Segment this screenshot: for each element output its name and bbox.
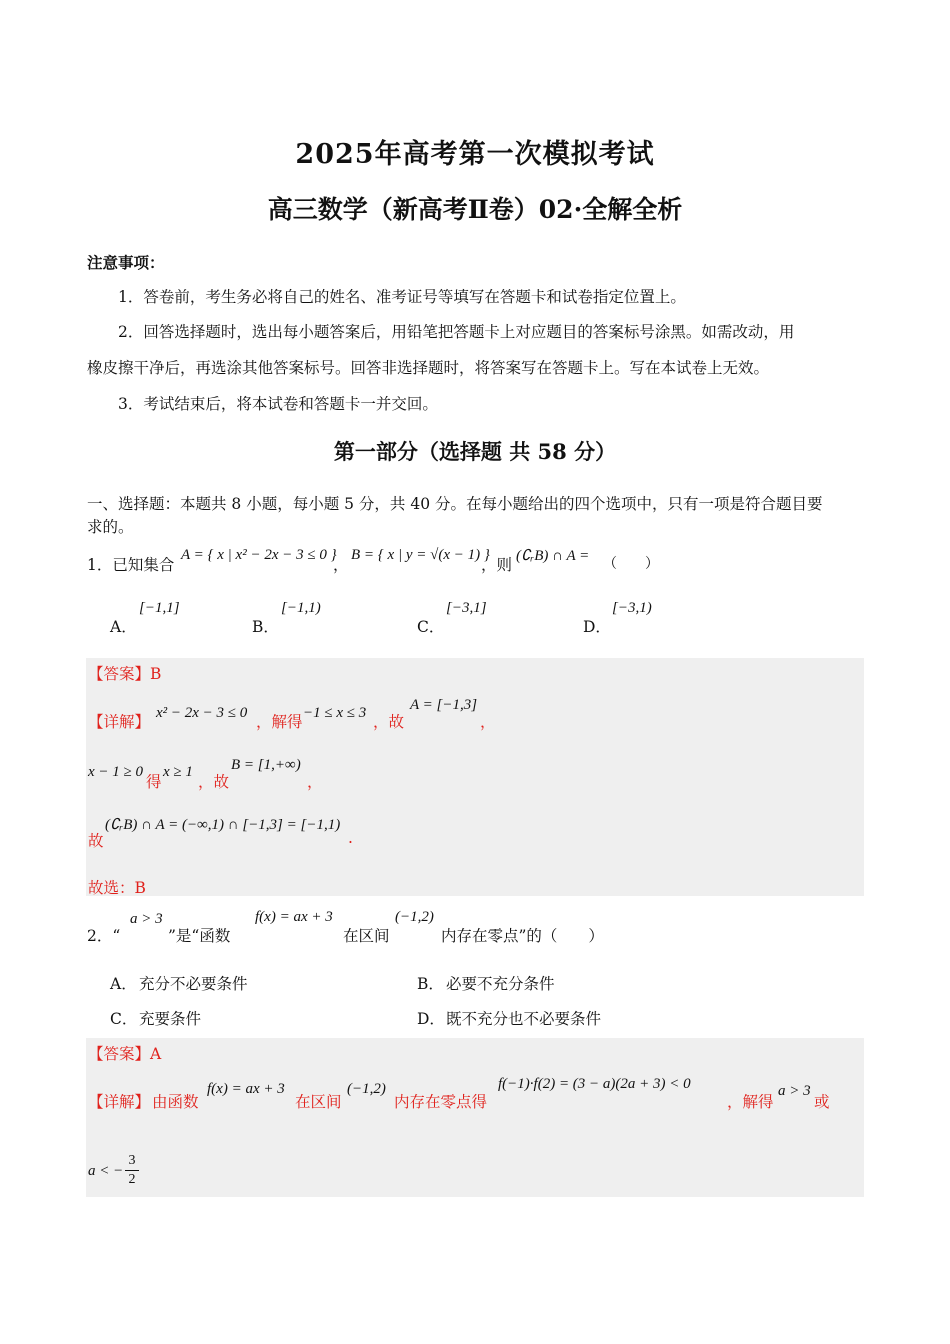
q1-option-a-label: A． — [110, 618, 137, 636]
q1-detail-label: 【详解】 — [88, 713, 151, 731]
q1-d1-math: x² − 2x − 3 ≤ 0 — [156, 705, 248, 721]
q1-set-b: B = { x | y = √(x − 1) } — [351, 547, 490, 563]
q2-fraction-numerator: 3 — [128, 1153, 136, 1168]
section-title: 第一部分（选择题 共 58 分） — [333, 439, 617, 464]
q2-d1-t3: 内存在零点得 — [394, 1093, 488, 1111]
q1-d3-text: 故 — [88, 832, 104, 850]
q2-d1-t1: 由函数 — [152, 1093, 199, 1111]
q2-d1-t4: ，解得 — [727, 1093, 774, 1111]
q2-fraction-denominator: 2 — [125, 1170, 139, 1189]
notice-heading: 注意事项： — [87, 253, 165, 272]
notice-item-3: 3．考试结束后，将本试卷和答题卡一并交回。 — [118, 395, 438, 413]
q2-d1-m3: f(−1)·f(2) = (3 − a)(2a + 3) < 0 — [498, 1076, 691, 1092]
q1-set-a: A = { x | x² − 2x − 3 ≤ 0 } — [181, 547, 337, 563]
q2-d1-t2: 在区间 — [295, 1093, 342, 1111]
q2-mid: ”是“函数 — [168, 927, 231, 945]
q1-comma: ， — [333, 556, 349, 574]
q2-answer: 【答案】A — [88, 1045, 162, 1063]
q1-d3-end: . — [348, 829, 353, 847]
q1-option-d-value: [−3,1) — [612, 600, 652, 616]
q2-option-d-value: 既不充分也不必要条件 — [446, 1010, 602, 1028]
q1-paren: （ ） — [603, 556, 659, 572]
q1-d3-math: (∁ᵣB) ∩ A = (−∞,1) ∩ [−1,3] = [−1,1) — [105, 817, 341, 833]
q1-d2-text: 得 — [146, 773, 162, 791]
notice-item-2b: 橡皮擦干净后，再选涂其他答案标号。回答非选择题时，将答案写在答题卡上。写在本试卷上无效。 — [87, 359, 770, 377]
q2-option-b-label: B． — [417, 975, 444, 993]
q2-tail: 内存在零点”的（ ） — [441, 927, 604, 945]
q2-option-d-label: D． — [417, 1010, 445, 1028]
q1-answer: 【答案】B — [88, 665, 162, 683]
part-intro-a: 一、选择题：本题共 8 小题，每小题 5 分，共 40 分。在每小题给出的四个选项中，只有一项是符合题目要 — [87, 495, 823, 513]
q1-expression: (∁ᵣB) ∩ A = — [516, 548, 590, 564]
q1-option-c-label: C． — [417, 618, 445, 636]
q1-choice: 故选：B — [88, 879, 146, 897]
q2-d1-m2: (−1,2) — [347, 1081, 386, 1097]
q1-prefix: 1．已知集合 — [87, 556, 175, 574]
q2-fraction — [125, 1152, 139, 1189]
q1-d1-math3: A = [−1,3] — [410, 697, 478, 713]
q1-option-a-value: [−1,1] — [139, 600, 180, 616]
q1-d2-math: x − 1 ≥ 0 — [88, 764, 144, 780]
q1-d2-math3: B = [1,+∞) — [231, 757, 301, 773]
q2-option-c-label: C． — [110, 1010, 138, 1028]
q1-d1-math2: −1 ≤ x ≤ 3 — [303, 705, 367, 721]
q2-solution-box — [86, 1038, 864, 1197]
q2-function: f(x) = ax + 3 — [255, 909, 333, 925]
q1-d2-text2: ，故 — [198, 773, 230, 791]
q2-mid2: 在区间 — [343, 927, 390, 945]
q2-d1-m4: a > 3 — [778, 1083, 811, 1099]
q1-then: ，则 — [481, 556, 513, 574]
q1-option-b-value: [−1,1) — [281, 600, 321, 616]
q1-d2-math2: x ≥ 1 — [163, 764, 193, 780]
notice-item-2a: 2．回答选择题时，选出每小题答案后，用铅笔把答题卡上对应题目的答案标号涂黑。如需改动，用 — [118, 323, 795, 341]
q1-d1-end: ， — [480, 713, 496, 731]
exam-title: 2025年高考第一次模拟考试 — [295, 139, 655, 170]
q2-d1-m1: f(x) = ax + 3 — [207, 1081, 285, 1097]
exam-subtitle: 高三数学（新高考Ⅱ卷）02·全解全析 — [267, 195, 683, 224]
q2-option-a-label: A． — [110, 975, 137, 993]
q2-interval: (−1,2) — [395, 909, 434, 925]
q2-option-b-value: 必要不充分条件 — [446, 975, 555, 993]
q2-prefix: 2．“ — [87, 927, 121, 945]
q1-option-d-label: D． — [583, 618, 611, 636]
q1-d1-text: ，解得 — [256, 713, 303, 731]
q2-d1-t5: 或 — [814, 1093, 830, 1111]
q2-detail-label: 【详解】 — [88, 1093, 151, 1111]
q2-option-a-value: 充分不必要条件 — [139, 975, 248, 993]
q2-option-c-value: 充要条件 — [139, 1010, 202, 1028]
part-intro-b: 求的。 — [87, 518, 134, 536]
q1-d2-end: ， — [307, 773, 323, 791]
notice-item-1: 1．答卷前，考生务必将自己的姓名、准考证号等填写在答题卡和试卷指定位置上。 — [118, 288, 686, 306]
q2-d2-m1: a < − — [88, 1163, 124, 1179]
q1-option-c-value: [−3,1] — [446, 600, 487, 616]
q1-d1-text2: ，故 — [373, 713, 405, 731]
q1-option-b-label: B． — [252, 618, 279, 636]
q2-condition: a > 3 — [130, 911, 163, 927]
